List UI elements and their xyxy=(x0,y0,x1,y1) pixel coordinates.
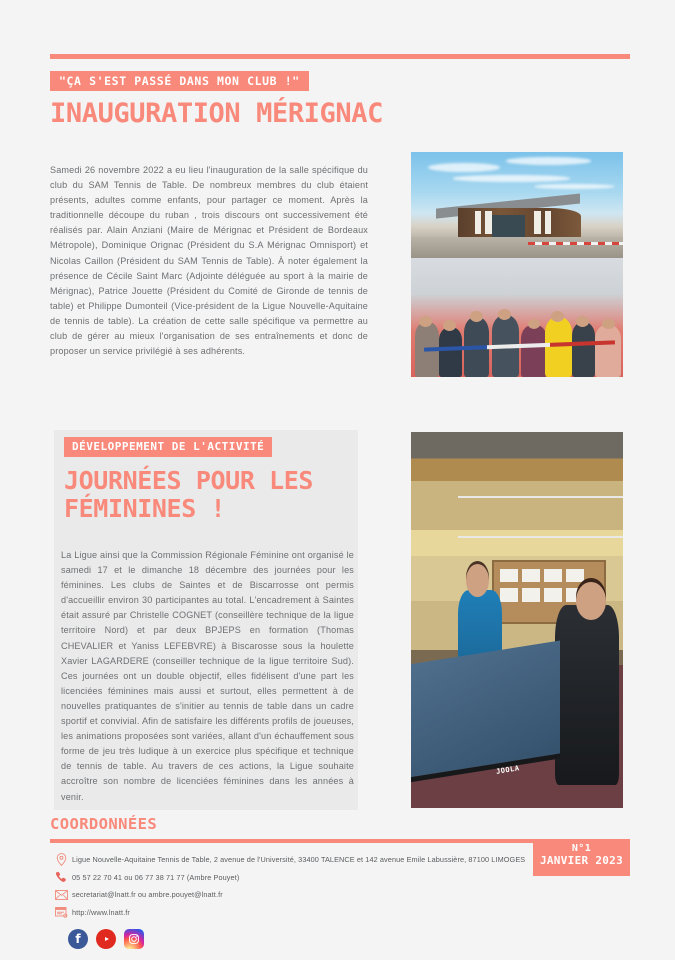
phone-text: 05 57 22 70 41 ou 06 77 38 71 77 (Ambre Pouyet) xyxy=(72,872,240,882)
ribbon-cutting-photo xyxy=(411,258,623,377)
section2-headline xyxy=(64,467,354,524)
photo-stack xyxy=(411,152,623,377)
section1-header xyxy=(50,71,390,129)
section1-body-text: Samedi 26 novembre 2022 a eu lieu l'inauguration de la salle spécifique du club du SAM Tennis de Table. De nombreux membres du club étaient présents, adultes comme enfants, pour partager ce moment. Après la traditionnelle découpe du ruban , trois discours ont successivement été réalisés par. Alain Anziani (Maire de Mérignac et Président de Bordeaux Métropole), Dominique Orignac (Président du S.A Mérignac Omnisport) et Nicolas Caillon (Président du SAM Tennis de Table). À noter également la présence de Cécile Saint Marc (Adjointe déléguée au sport à la mairie de Mérignac), Patrice Jouette (Président du Comité de Gironde de tennis de table) et Philippe Dumonteil (Vice-président de la Ligue Nouvelle-Aquitaine de tennis de table). La création de cette salle spécifique va permettre au club de gérer au mieux l'organisation de ses entraînements et donc de proposer un service privilégié à ses adhérents. xyxy=(50,165,368,357)
browser-icon xyxy=(50,907,72,918)
player-right xyxy=(555,605,619,785)
section2-headline-line2: FÉMININES ! xyxy=(64,493,226,523)
section1-kicker: "ÇA S'EST PASSÉ DANS MON CLUB !" xyxy=(50,71,309,91)
phone-icon xyxy=(50,871,72,883)
envelope-icon xyxy=(50,890,72,900)
inauguration-photo xyxy=(411,152,623,377)
table-tennis-table xyxy=(411,640,559,783)
section2-header xyxy=(64,437,354,523)
website-text: http://www.lnatt.fr xyxy=(72,907,130,917)
top-divider xyxy=(50,54,630,59)
map-pin-icon xyxy=(50,853,72,866)
player-right-head xyxy=(576,582,606,620)
contact-row-email xyxy=(50,886,630,904)
instagram-icon[interactable] xyxy=(124,929,144,949)
email-text: secretariat@lnatt.fr ou ambre.pouyet@lnatt.fr xyxy=(72,890,223,900)
address-text: Ligue Nouvelle-Aquitaine Tennis de Table, 2 avenue de l'Université, 33400 TALENCE et 142 avenue Emile Labussière, 87100 LIMOGES xyxy=(72,855,526,865)
footer-title: COORDONNÉES xyxy=(50,815,158,833)
contact-row-address xyxy=(50,851,630,869)
gym-interior xyxy=(411,432,623,808)
youtube-icon[interactable] xyxy=(96,929,116,949)
issue-number: N°1 xyxy=(571,843,592,854)
section2-kicker: DÉVELOPPEMENT DE L'ACTIVITÉ xyxy=(64,437,272,457)
feminines-photo xyxy=(411,432,623,808)
section2-body-text: La Ligue ainsi que la Commission Régionale Féminine ont organisé le samedi 17 et le dimanche 18 décembre des journées pour les féminines. Les clubs de Saintes et de Biscarrosse ont permis d'accueillir environ 30 participantes au total. L'encadrement à Saintes était assuré par Christelle COGNET (conseillère technique de la ligue territoire Nord) et par deux BPJEPS en formation (Thomas CHEVALIER et Yaniss LEFEBVRE) à Biscarosse sous la houlette Xavier LAGARDERE (conseiller technique de la ligue territoire Sud). Ces journées ont un double objectif, elles fidélisent d'une part les licenciées féminines mais aussi et surtout, elles permettent à de nouvelles pratiquantes de s'initier au tennis de table dans un cadre sportif et convivial. Afin de satisfaire les différents profils de joueuses, les animations proposées sont variées, allant d'un échauffement sous forme de jeu très ludique à un exercice plus spécifique et technique de tennis de table. Au travers de ces actions, la Ligue souhaite accroître son nombre de licenciées féminines dans les années à venir. xyxy=(61,550,354,802)
section1-headline: INAUGURATION MÉRIGNAC xyxy=(50,98,383,130)
building-exterior-photo xyxy=(411,152,623,258)
issue-date: JANVIER 2023 xyxy=(539,853,624,867)
social-links xyxy=(68,929,144,949)
contact-row-phone xyxy=(50,869,630,887)
contact-row-website[interactable] xyxy=(50,904,630,922)
facebook-icon[interactable]: f xyxy=(68,929,88,949)
table-brand-label: JOOLA xyxy=(495,764,520,776)
section2-headline-line1: JOURNÉES POUR LES xyxy=(64,465,314,495)
mezzanine-rail xyxy=(458,496,623,538)
contact-list xyxy=(50,851,630,921)
